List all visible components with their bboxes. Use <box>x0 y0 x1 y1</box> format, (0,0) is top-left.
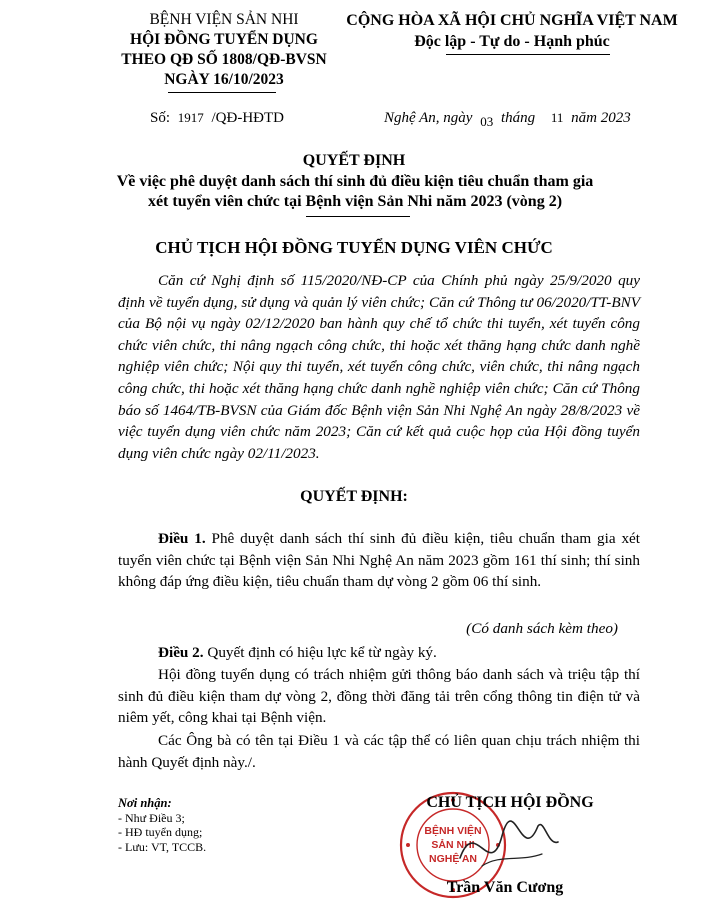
issuer-council: HỘI ĐỒNG TUYỂN DỤNG <box>130 31 318 48</box>
number-suffix: /QĐ-HĐTD <box>211 110 285 126</box>
article-2-text: Quyết định có hiệu lực kể từ ngày ký. <box>203 644 437 661</box>
date-day: 03 <box>480 114 494 129</box>
national-motto: Độc lập - Tự do - Hạnh phúc <box>414 33 610 50</box>
date-month-label: tháng <box>500 110 536 126</box>
article-2 <box>118 642 640 664</box>
signer-name: Trần Văn Cương <box>446 879 564 896</box>
seal-line-1: BỆNH VIỆN <box>424 825 482 837</box>
recipient-item: - Lưu: VT, TCCB. <box>118 839 207 854</box>
recipients-label: Nơi nhận: <box>118 796 172 810</box>
recipient-item: - HĐ tuyển dụng; <box>118 825 203 839</box>
national-name: CỘNG HÒA XÃ HỘI CHỦ NGHĨA VIỆT NAM <box>346 12 678 29</box>
decision-heading: QUYẾT ĐỊNH: <box>300 488 408 505</box>
number-value: 1917 <box>177 110 204 125</box>
implementation-clause: Các Ông bà có tên tại Điều 1 và các tập thể có liên quan chịu trách nhiệm thi hành Quyết định này./. <box>118 732 640 771</box>
seal-line-2: SẢN NHI <box>431 839 475 851</box>
attachment-note: (Có danh sách kèm theo) <box>466 620 618 637</box>
document-date <box>384 110 631 127</box>
issuer-underline <box>168 92 276 93</box>
recipient-item: - Như Điều 3; <box>118 810 185 825</box>
date-month: 11 <box>550 110 564 125</box>
motto-underline <box>446 54 610 55</box>
subtitle-underline <box>306 216 410 217</box>
legal-basis-paragraph: Căn cứ Nghị định số 115/2020/NĐ-CP của Chính phủ ngày 25/9/2020 quy định về tuyển dụng, sử dụng và quản lý viên chức; Căn cứ Thông tư 06/2020/TT-BNV của Bộ nội vụ ngày 02/12/2020 ban hành quy chế tổ chức thi tuyển, xét tuyển công chức viên chức, thi nâng ngạch công chức, thi hoặc xét thăng hạng chức danh nghề nghiệp viên chức; Nội quy thi tuyển, xét tuyển công chức, viên chức, thi nâng ngạch công chức, thi hoặc xét thăng hạng chức danh nghề nghiệp viên chức; Căn cứ Thông báo số 1464/TB-BVSN của Giám đốc Bệnh viện Sản Nhi Nghệ An ngày 28/8/2023 về việc tuyển dụng viên chức năm 2023; Căn cứ kết quả cuộc họp của Hội đồng tuyển dụng viên chức ngày 02/11/2023. <box>118 272 640 462</box>
recipients-block <box>118 796 206 854</box>
document-number <box>150 110 284 127</box>
article-1 <box>118 528 640 593</box>
date-year: năm 2023 <box>571 110 631 126</box>
national-header <box>336 10 688 52</box>
article-1-text: Phê duyệt danh sách thí sinh đủ điều kiện, tiêu chuẩn tham gia xét tuyển viên chức tại Bệnh viện Sản Nhi Nghệ An năm 2023 gồm 161 thí sinh; thí sinh không đáp ứng điều kiện, tiêu chuẩn tham dự vòng 2 gồm 06 thí sinh. <box>118 530 640 591</box>
signer-title: CHỦ TỊCH HỘI ĐỒNG <box>426 794 594 811</box>
seal-line-3: NGHỆ AN <box>428 853 478 865</box>
authority-heading: CHỦ TỊCH HỘI ĐỒNG TUYỂN DỤNG VIÊN CHỨC <box>155 238 553 257</box>
article-2-label: Điều 2. <box>158 644 204 661</box>
issuer-block <box>96 10 352 90</box>
document-title: QUYẾT ĐỊNH <box>302 152 406 169</box>
number-label: Số: <box>150 110 171 126</box>
article-1-label: Điều 1. <box>158 530 206 547</box>
issuer-decision-ref: THEO QĐ SỐ 1808/QĐ-BVSN <box>121 51 327 68</box>
council-responsibility: Hội đồng tuyển dụng có trách nhiệm gửi thông báo danh sách và triệu tập thí sinh đủ điều kiện tham dự vòng 2, đồng thời đăng tải trên cổng thông tin điện tử và niêm yết, công khai tại Bệnh viện. <box>118 666 640 727</box>
date-place: Nghệ An, ngày <box>384 110 473 126</box>
document-subtitle: Về việc phê duyệt danh sách thí sinh đủ điều kiện tiêu chuẩn tham gia xét tuyển viên chức tại Bệnh viện Sản Nhi năm 2023 (vòng 2) <box>116 173 594 210</box>
issuer-org: BỆNH VIỆN SẢN NHI <box>149 11 299 28</box>
issuer-date: NGÀY 16/10/2023 <box>164 71 284 88</box>
